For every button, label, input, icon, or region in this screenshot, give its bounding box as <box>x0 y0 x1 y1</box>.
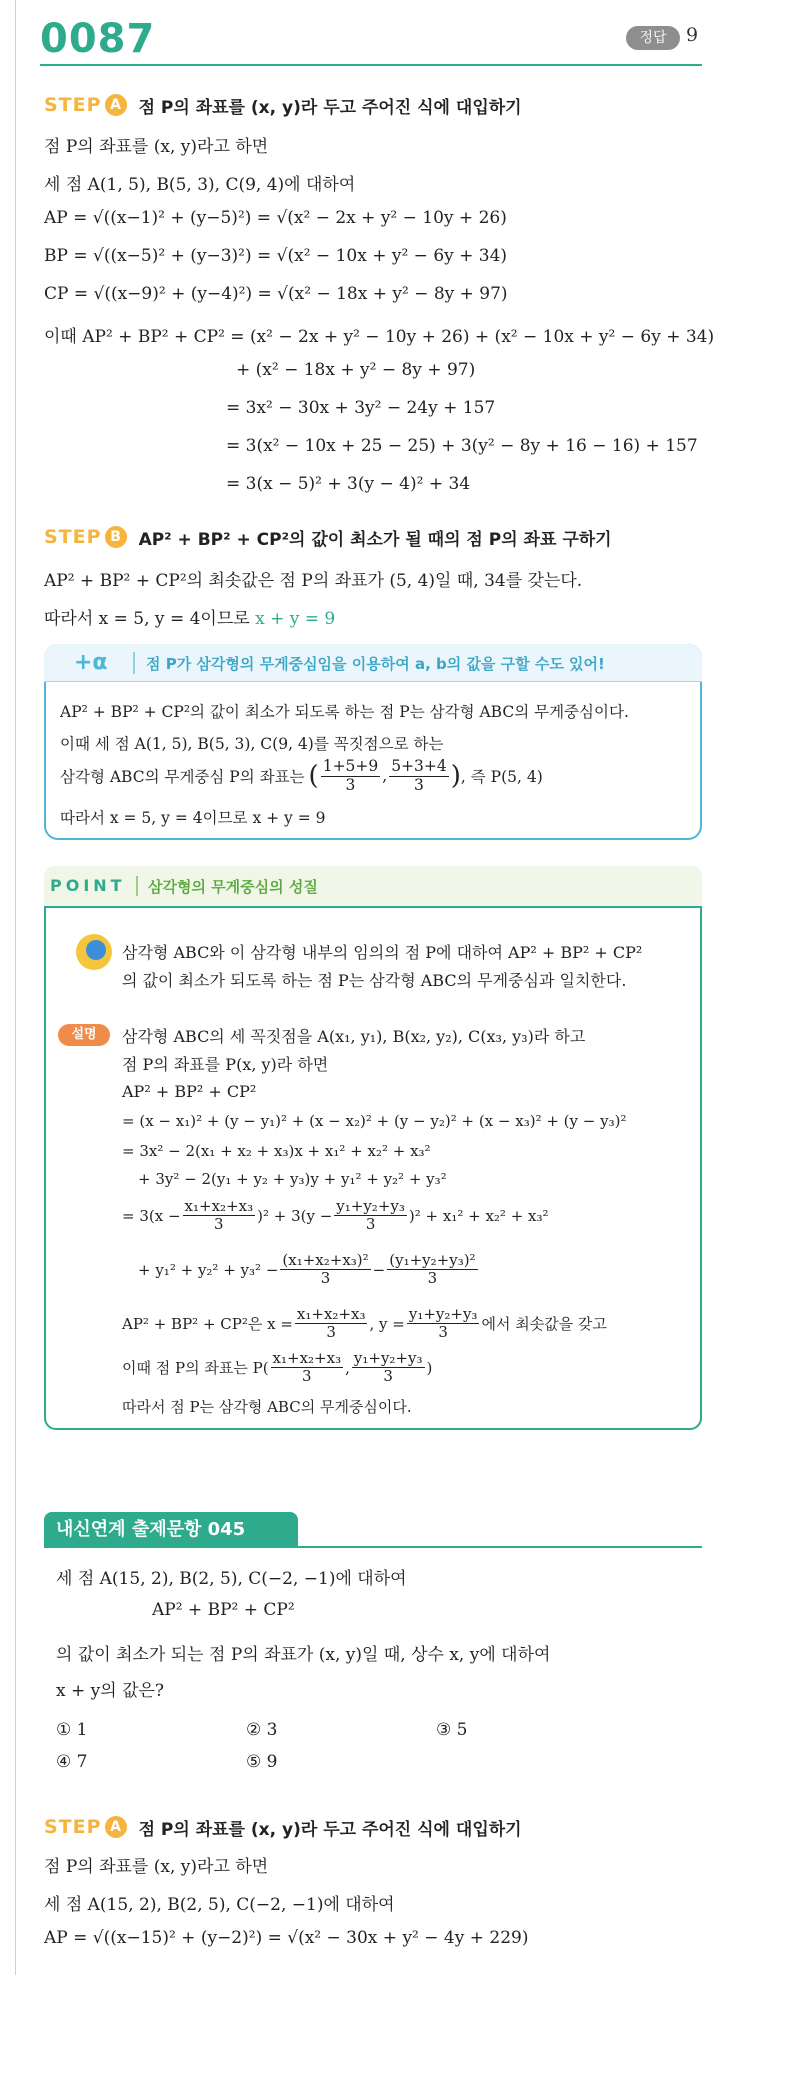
numerator: y₁+y₂+y₃ <box>336 1197 405 1215</box>
explain-line: 따라서 점 P는 삼각형 ABC의 무게중심이다. <box>122 1398 412 1416</box>
numerator: y₁+y₂+y₃ <box>353 1349 423 1367</box>
numerator: 1+5+9 <box>322 757 379 775</box>
related-problem-tab: 내신연계 출제문항 045 <box>44 1512 298 1548</box>
fraction <box>389 758 449 795</box>
formula-result: = 3(x − 5)² + 3(y − 4)² + 34 <box>226 474 471 494</box>
denominator: 3 <box>427 1269 438 1288</box>
question-line: x + y의 값은? <box>56 1681 165 1701</box>
text-line: 세 점 A(1, 5), B(5, 3), C(9, 4)에 대하여 <box>44 175 356 195</box>
text-segment: 이때 점 P의 좌표는 P( <box>122 1359 269 1378</box>
step-letter-badge: A <box>105 1816 127 1838</box>
text-segment: AP² + BP² + CP²은 x = <box>122 1315 293 1334</box>
explain-coordinate-line <box>122 1350 432 1386</box>
text-line <box>44 604 335 629</box>
question-line: 세 점 A(15, 2), B(2, 5), C(−2, −1)에 대하여 <box>56 1569 407 1589</box>
text-segment: 따라서 x = 5, y = 4이므로 <box>44 609 250 629</box>
choice-2: ② 3 <box>246 1720 278 1740</box>
denominator: 3 <box>326 1323 336 1342</box>
step-letter-badge: B <box>105 526 127 548</box>
text-segment: , 즉 P(5, 4) <box>460 768 543 787</box>
formula-sum: 이때 AP² + BP² + CP² = (x² − 2x + y² − 10y + 26) + (x² − 10x + y² − 6y + 34) <box>44 327 715 347</box>
answer-badge: 정답 <box>626 26 680 50</box>
margin-rule <box>15 0 16 1975</box>
denominator: 3 <box>383 1367 393 1386</box>
denominator: 3 <box>302 1367 312 1386</box>
text-segment: , <box>345 1358 350 1377</box>
question-line: 의 값이 최소가 되는 점 P의 좌표가 (x, y)일 때, 상수 x, y에 대하여 <box>56 1645 551 1665</box>
formula-expand: = 3x² − 30x + 3y² − 24y + 157 <box>226 398 496 418</box>
text-segment: )² + x₁² + x₂² + x₃² <box>408 1206 549 1225</box>
answer-value: 9 <box>686 24 699 46</box>
numerator: x₁+x₂+x₃ <box>184 1197 254 1215</box>
numerator: y₁+y₂+y₃ <box>408 1305 478 1323</box>
explain-line: 점 P의 좌표를 P(x, y)라 하면 <box>122 1055 329 1074</box>
point-label: POINT <box>50 876 126 895</box>
explain-line: = (x − x₁)² + (y − y₁)² + (x − x₂)² + (y − y₂)² + (x − x₃)² + (y − y₃)² <box>122 1112 627 1130</box>
explain-square-line <box>122 1198 549 1234</box>
formula-sum-cont: + (x² − 18x + y² − 8y + 97) <box>236 360 476 380</box>
divider <box>136 876 138 896</box>
denominator: 3 <box>214 1215 224 1234</box>
formula-bp: BP = √((x−5)² + (y−3)²) = √(x² − 10x + y² − 6y + 34) <box>44 246 508 266</box>
step-title: 점 P의 좌표를 (x, y)라 두고 주어진 식에 대입하기 <box>138 1819 522 1840</box>
text-segment: + y₁² + y₂² + y₃² − <box>138 1260 279 1279</box>
step-a-related-header <box>44 1812 522 1842</box>
step-word: STEP <box>44 526 102 548</box>
text-segment: − <box>372 1260 386 1279</box>
denominator: 3 <box>414 775 424 794</box>
explain-badge: 설명 <box>58 1024 110 1046</box>
step-word: STEP <box>44 1816 102 1838</box>
explain-line: AP² + BP² + CP² <box>122 1082 257 1101</box>
fraction <box>407 1306 480 1342</box>
tip-line: 이때 세 점 A(1, 5), B(5, 3), C(9, 4)를 꼭짓점으로 하는 <box>60 735 444 753</box>
fraction <box>183 1198 256 1234</box>
final-result: x + y = 9 <box>255 609 336 629</box>
text-segment: ) <box>426 1358 433 1377</box>
text-segment: )² + 3(y − <box>257 1206 333 1225</box>
text-segment: = 3(x − <box>122 1206 181 1225</box>
numerator: x₁+x₂+x₃ <box>296 1305 366 1323</box>
numerator: x₁+x₂+x₃ <box>272 1349 342 1367</box>
plus-alpha-icon: +α <box>74 650 108 675</box>
numerator: 5+3+4 <box>391 757 447 775</box>
divider <box>133 652 135 674</box>
text-line: 세 점 A(15, 2), B(2, 5), C(−2, −1)에 대하여 <box>44 1895 395 1915</box>
point-summary: 의 값이 최소가 되도록 하는 점 P는 삼각형 ABC의 무게중심과 일치한다. <box>122 971 627 990</box>
step-letter-badge: A <box>105 94 127 116</box>
choice-4: ④ 7 <box>56 1752 88 1772</box>
text-segment: 삼각형 ABC의 무게중심 P의 좌표는 <box>60 768 305 787</box>
text-line: 점 P의 좌표를 (x, y)라고 하면 <box>44 137 269 157</box>
denominator: 3 <box>365 1215 376 1234</box>
choice-5: ⑤ 9 <box>246 1752 278 1772</box>
step-title: AP² + BP² + CP²의 값이 최소가 될 때의 점 P의 좌표 구하기 <box>138 529 612 550</box>
fraction <box>280 1252 370 1288</box>
choice-1: ① 1 <box>56 1720 88 1740</box>
formula-ap: AP = √((x−15)² + (y−2)²) = √(x² − 30x + y² − 4y + 229) <box>44 1928 529 1948</box>
fraction <box>295 1306 368 1342</box>
numerator: (y₁+y₂+y₃)² <box>389 1251 476 1269</box>
question-expression: AP² + BP² + CP² <box>152 1600 295 1620</box>
explain-line: = 3x² − 2(x₁ + x₂ + x₃)x + x₁² + x₂² + x₃² <box>122 1142 431 1160</box>
mascot-icon <box>76 934 112 970</box>
denominator: 3 <box>320 1269 331 1288</box>
step-title: 점 P의 좌표를 (x, y)라 두고 주어진 식에 대입하기 <box>138 97 522 118</box>
denominator: 3 <box>438 1323 448 1342</box>
fraction <box>321 758 381 795</box>
fraction <box>334 1198 407 1234</box>
fraction <box>387 1252 477 1288</box>
explain-line: 삼각형 ABC의 세 꼭짓점을 A(x₁, y₁), B(x₂, y₂), C(x₃, y₃)라 하고 <box>122 1027 586 1046</box>
point-header <box>44 866 702 906</box>
formula-cp: CP = √((x−9)² + (y−4)²) = √(x² − 18x + y² − 8y + 97) <box>44 284 508 304</box>
formula-ap: AP = √((x−1)² + (y−5)²) = √(x² − 2x + y² − 10y + 26) <box>44 208 507 228</box>
problem-number: 0087 <box>40 16 156 62</box>
numerator: (x₁+x₂+x₃)² <box>282 1251 369 1269</box>
tip-centroid-line: 삼각형 ABC의 무게중심 P의 좌표는 ( $\frac{1+5+9}{3}$ , $\frac{5+3+4}{3}$ ) , 즉 P(5, 4) <box>60 757 543 794</box>
step-word: STEP <box>44 94 102 116</box>
tip-line: 따라서 x = 5, y = 4이므로 x + y = 9 <box>60 809 326 827</box>
text-line: AP² + BP² + CP²의 최솟값은 점 P의 좌표가 (5, 4)일 때, 34를 갖는다. <box>44 571 583 591</box>
explain-remainder-line <box>138 1252 480 1288</box>
point-summary: 삼각형 ABC와 이 삼각형 내부의 임의의 점 P에 대하여 AP² + BP² + CP² <box>122 943 643 962</box>
text-segment: , y = <box>369 1314 405 1333</box>
header-rule <box>40 64 702 66</box>
denominator: 3 <box>345 775 356 794</box>
tip-line: AP² + BP² + CP²의 값이 최소가 되도록 하는 점 P는 삼각형 ABC의 무게중심이다. <box>60 703 629 721</box>
fraction <box>271 1350 344 1386</box>
choice-3: ③ 5 <box>436 1720 468 1740</box>
step-a-header <box>44 90 522 120</box>
step-b-header <box>44 522 612 552</box>
fraction <box>352 1350 425 1386</box>
explain-line: + 3y² − 2(y₁ + y₂ + y₃)y + y₁² + y₂² + y₃² <box>138 1170 447 1188</box>
related-rule <box>44 1546 702 1548</box>
explain-minimum-line <box>122 1306 607 1342</box>
tip-title: 점 P가 삼각형의 무게중심임을 이용하여 a, b의 값을 구할 수도 있어! <box>146 655 605 673</box>
text-segment: 에서 최솟값을 갖고 <box>481 1315 607 1334</box>
text-line: 점 P의 좌표를 (x, y)라고 하면 <box>44 1857 269 1877</box>
point-title: 삼각형의 무게중심의 성질 <box>148 878 318 896</box>
formula-complete-square: = 3(x² − 10x + 25 − 25) + 3(y² − 8y + 16 − 16) + 157 <box>226 436 698 456</box>
